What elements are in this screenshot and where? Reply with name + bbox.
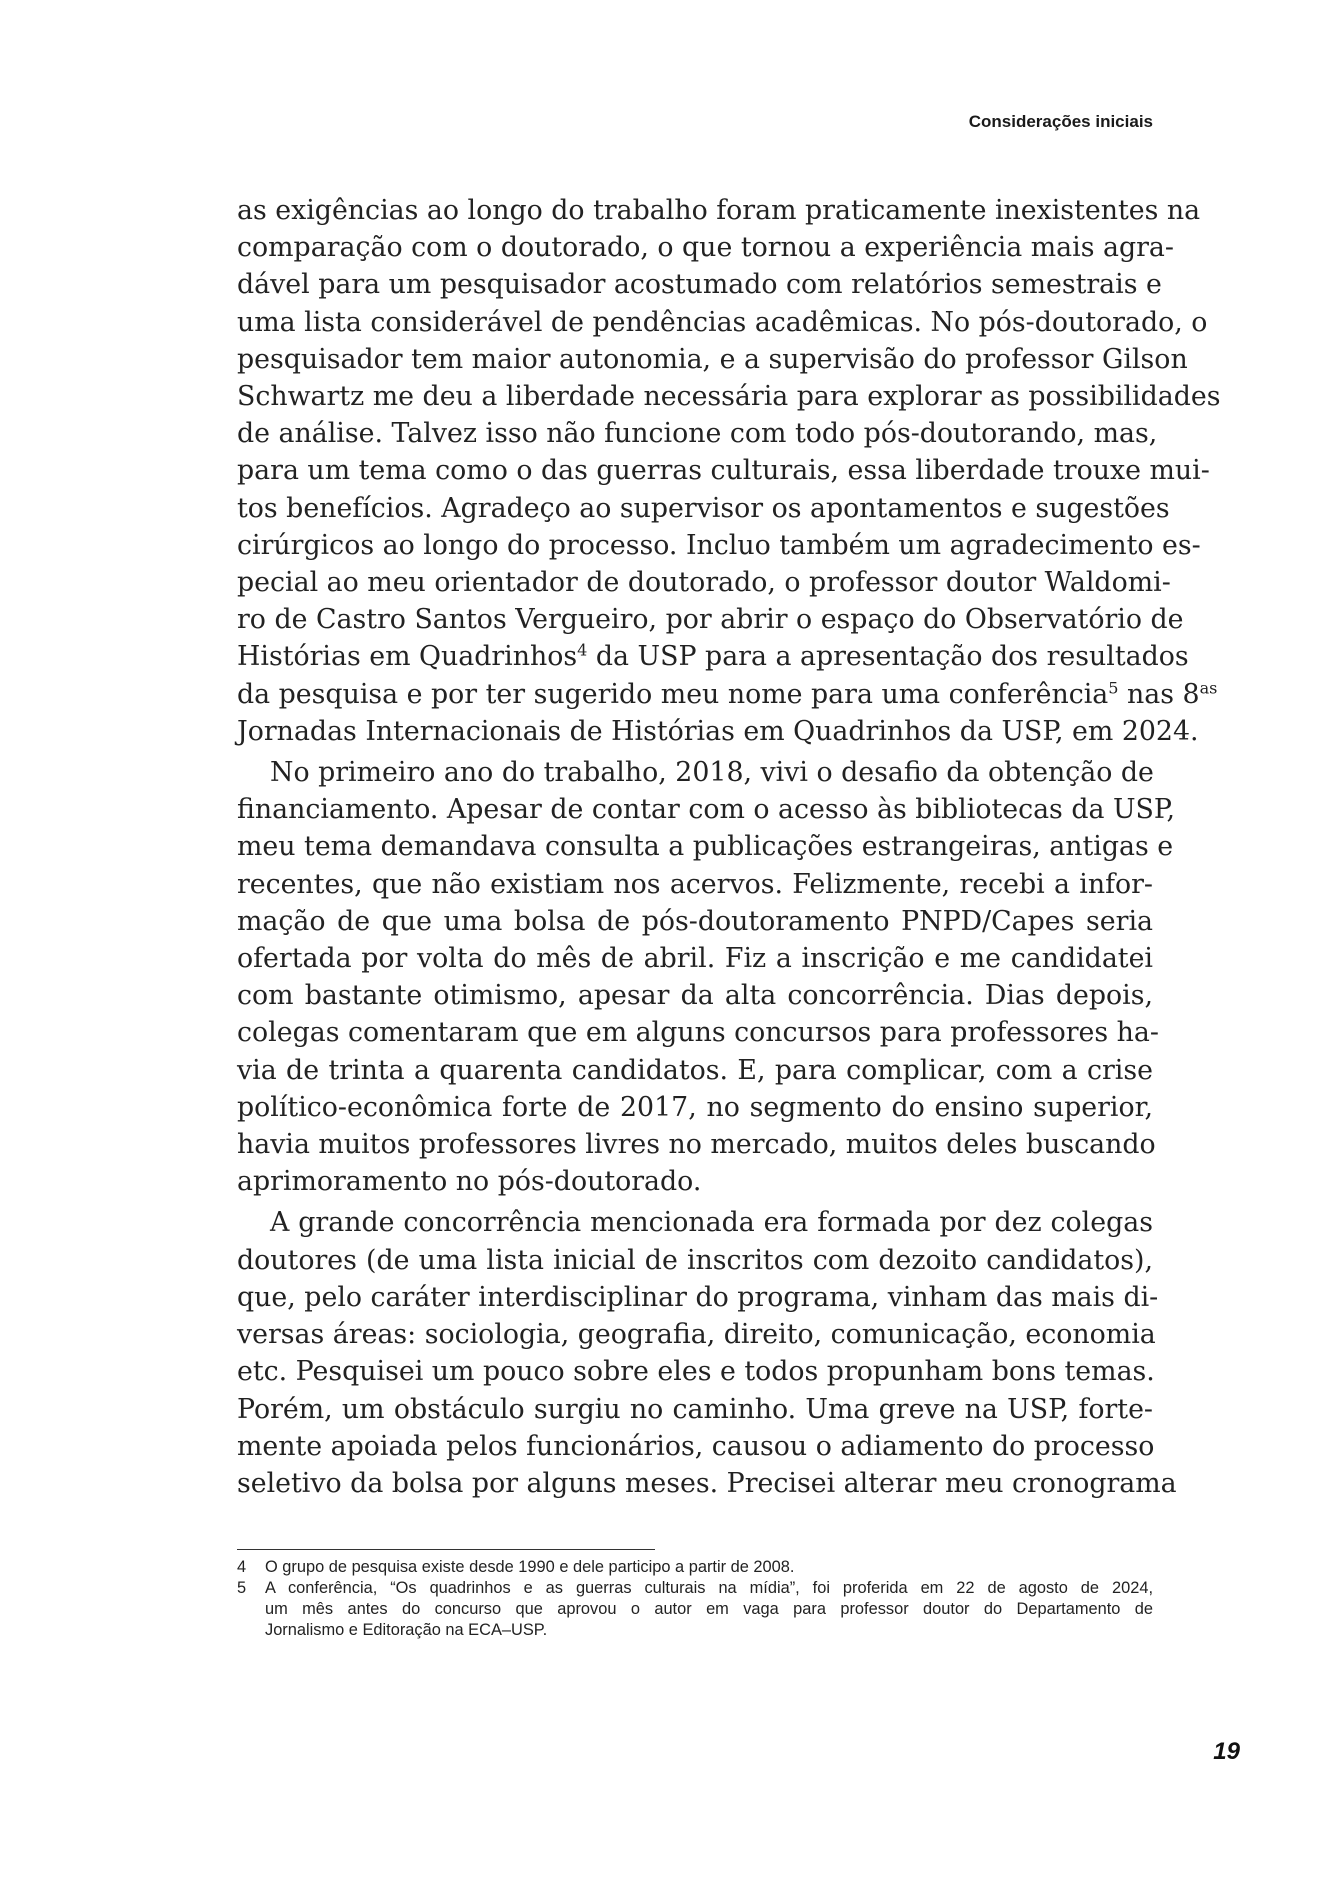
text-line: de análise. Talvez isso não funcione com todo pós-doutorando, mas, bbox=[237, 418, 1158, 450]
footnote-4 bbox=[237, 1557, 1153, 1578]
text-fragment: da pesquisa e por ter sugerido meu nome para uma conferência bbox=[237, 678, 1109, 710]
text-line bbox=[237, 676, 1218, 713]
text-line: doutores (de uma lista inicial de inscritos com dezoito candidatos), bbox=[237, 1244, 1153, 1276]
text-line: para um tema como o das guerras culturais, essa liberdade trouxe mui- bbox=[237, 455, 1210, 487]
text-line: A grande concorrência mencionada era formada por dez colegas bbox=[270, 1207, 1153, 1239]
footnote-number: 5 bbox=[237, 1579, 247, 1597]
text-fragment: nas 8 bbox=[1118, 678, 1200, 710]
text-line: seletivo da bolsa por alguns meses. Precisei alterar meu cronograma bbox=[237, 1467, 1177, 1499]
footnote-divider bbox=[237, 1549, 655, 1550]
text-line: dável para um pesquisador acostumado com relatórios semestrais e bbox=[237, 269, 1162, 301]
text-line: as exigências ao longo do trabalho foram praticamente inexistentes na bbox=[237, 195, 1201, 226]
page-number: 19 bbox=[1213, 1738, 1240, 1765]
text-line: via de trinta a quarenta candidatos. E, para complicar, com a crise bbox=[237, 1054, 1153, 1086]
footnote-text bbox=[265, 1578, 1153, 1641]
footnote-ref-4[interactable]: 4 bbox=[577, 640, 588, 660]
text-line: com bastante otimismo, apesar da alta concorrência. Dias depois, bbox=[237, 980, 1153, 1012]
paragraph-3 bbox=[237, 1204, 1177, 1502]
text-line: financiamento. Apesar de contar com o acesso às bibliotecas da USP, bbox=[237, 794, 1176, 826]
ordinal-superscript: as bbox=[1199, 678, 1218, 697]
text-line: etc. Pesquisei um pouco sobre eles e todos propunham bons temas. bbox=[237, 1356, 1155, 1388]
text-line: tos benefícios. Agradeço ao supervisor os apontamentos e sugestões bbox=[237, 492, 1170, 524]
text-line: recentes, que não existiam nos acervos. Felizmente, recebi a infor- bbox=[237, 868, 1153, 900]
text-line: pecial ao meu orientador de doutorado, o professor doutor Waldomi- bbox=[237, 567, 1171, 599]
text-line: Schwartz me deu a liberdade necessária para explorar as possibilidades bbox=[237, 381, 1221, 413]
text-line: No primeiro ano do trabalho, 2018, vivi o desafio da obtenção de bbox=[270, 757, 1154, 789]
paragraph-2 bbox=[237, 754, 1176, 1200]
text-fragment: da USP para a apresentação dos resultados bbox=[587, 641, 1189, 673]
footnote-line: O grupo de pesquisa existe desde 1990 e dele participo a partir de 2008. bbox=[265, 1558, 795, 1576]
text-line: que, pelo caráter interdisciplinar do programa, vinham das mais di- bbox=[237, 1281, 1159, 1313]
running-head: Considerações iniciais bbox=[968, 112, 1153, 131]
text-line: versas áreas: sociologia, geografia, direito, comunicação, economia bbox=[237, 1319, 1156, 1351]
text-line: colegas comentaram que em alguns concursos para professores ha- bbox=[237, 1017, 1159, 1049]
text-line: ro de Castro Santos Vergueiro, por abrir o espaço do Observatório de bbox=[237, 604, 1184, 636]
text-line: pesquisador tem maior autonomia, e a supervisão do professor Gilson bbox=[237, 343, 1188, 375]
body-text bbox=[237, 192, 1221, 1506]
text-line: Jornadas Internacionais de Histórias em Quadrinhos da USP, em 2024. bbox=[237, 715, 1199, 747]
text-line: mente apoiada pelos funcionários, causou o adiamento do processo bbox=[237, 1430, 1155, 1462]
text-line: mação de que uma bolsa de pós-doutoramento PNPD/Capes seria bbox=[237, 905, 1153, 937]
text-line: ofertada por volta do mês de abril. Fiz a inscrição e me candidatei bbox=[237, 943, 1153, 975]
text-line: Porém, um obstáculo surgiu no caminho. Uma greve na USP, forte- bbox=[237, 1393, 1153, 1425]
text-line bbox=[237, 638, 1189, 675]
footnote-line: um mês antes do concurso que aprovou o autor em vaga para professor doutor do Departamento de bbox=[265, 1600, 1153, 1618]
text-line: comparação com o doutorado, o que tornou a experiência mais agra- bbox=[237, 232, 1174, 264]
footnotes bbox=[237, 1557, 1153, 1641]
text-line: havia muitos professores livres no mercado, muitos deles buscando bbox=[237, 1129, 1156, 1161]
text-line: aprimoramento no pós-doutorado. bbox=[237, 1166, 702, 1198]
text-line: cirúrgicos ao longo do processo. Incluo também um agradecimento es- bbox=[237, 529, 1201, 561]
footnote-line: A conferência, “Os quadrinhos e as guerras culturais na mídia”, foi proferida em 22 de agosto de 2024, bbox=[265, 1579, 1153, 1597]
footnote-number: 4 bbox=[237, 1558, 247, 1576]
text-fragment: Histórias em Quadrinhos bbox=[237, 641, 578, 673]
footnote-line: Jornalismo e Editoração na ECA–USP. bbox=[265, 1621, 548, 1639]
footnote-text bbox=[265, 1557, 1153, 1578]
footnote-ref-5[interactable]: 5 bbox=[1108, 678, 1119, 697]
text-line: político-econômica forte de 2017, no segmento do ensino superior, bbox=[237, 1091, 1153, 1123]
text-line: uma lista considerável de pendências acadêmicas. No pós-doutorado, o bbox=[237, 306, 1208, 338]
text-line: meu tema demandava consulta a publicações estrangeiras, antigas e bbox=[237, 831, 1174, 863]
paragraph-1 bbox=[237, 192, 1221, 750]
footnote-5 bbox=[237, 1578, 1153, 1641]
